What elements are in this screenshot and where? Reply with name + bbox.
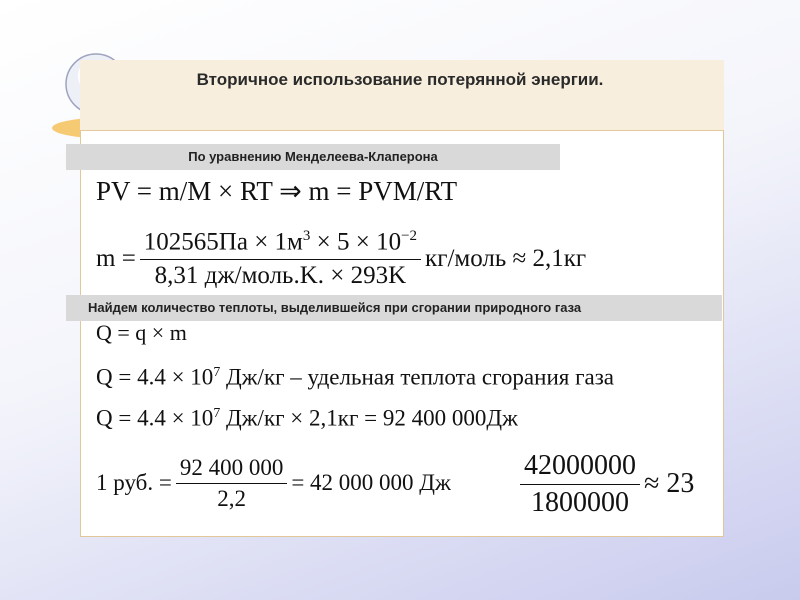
- slide-title: Вторичное использование потерянной энергии.: [196, 70, 604, 89]
- equation-mass-numerator: $102565Па \times 1м^3 \times 5 \times 10^{-2}$: [140, 228, 421, 259]
- equation-ruble: [96, 448, 451, 518]
- equation-heat-value: $Q = 4.4 \times 10^7$ Дж/кг × 2,1кг = 92 400 000Дж: [96, 405, 518, 431]
- equation-mass-fraction: [140, 228, 421, 289]
- equation-mass-rhs: кг/моль ≈ 2,1кг: [425, 245, 587, 272]
- equation-ratio-fraction: [520, 450, 640, 519]
- equation-ruble-denominator: 2,2: [217, 485, 246, 511]
- equation-mass: [96, 226, 586, 292]
- equation-mass-lhs: m =: [96, 245, 136, 272]
- equation-specific-heat: $Q = 4.4 \times 10^7$ Дж/кг – удельная теплота сгорания газа: [96, 364, 615, 390]
- equation-ruble-fraction: [176, 455, 288, 512]
- equation-ratio-rhs: ≈ 23: [644, 468, 695, 499]
- equation-ratio: [516, 448, 694, 520]
- equation-mass-denominator: 8,31 дж/моль.K. × 293K: [154, 261, 407, 289]
- section-banner-heat: Найдем количество теплоты, выделившейся при сгорании природного газа: [66, 295, 722, 321]
- section-banner-clapeyron: По уравнению Менделеева-Клаперона: [66, 144, 560, 170]
- equation-ratio-denominator: 1800000: [531, 486, 629, 518]
- equation-ruble-numerator: 92 400 000: [176, 455, 288, 484]
- equation-heat: Q = q × m: [96, 320, 187, 345]
- equation-ruble-rhs: = 42 000 000 Дж: [291, 470, 451, 495]
- equation-ratio-numerator: 42000000: [520, 450, 640, 485]
- equation-ruble-lhs: 1 руб. =: [96, 470, 172, 495]
- equation-clapeyron: PV = m/M × RT ⇒ m = PVM/RT: [96, 176, 458, 206]
